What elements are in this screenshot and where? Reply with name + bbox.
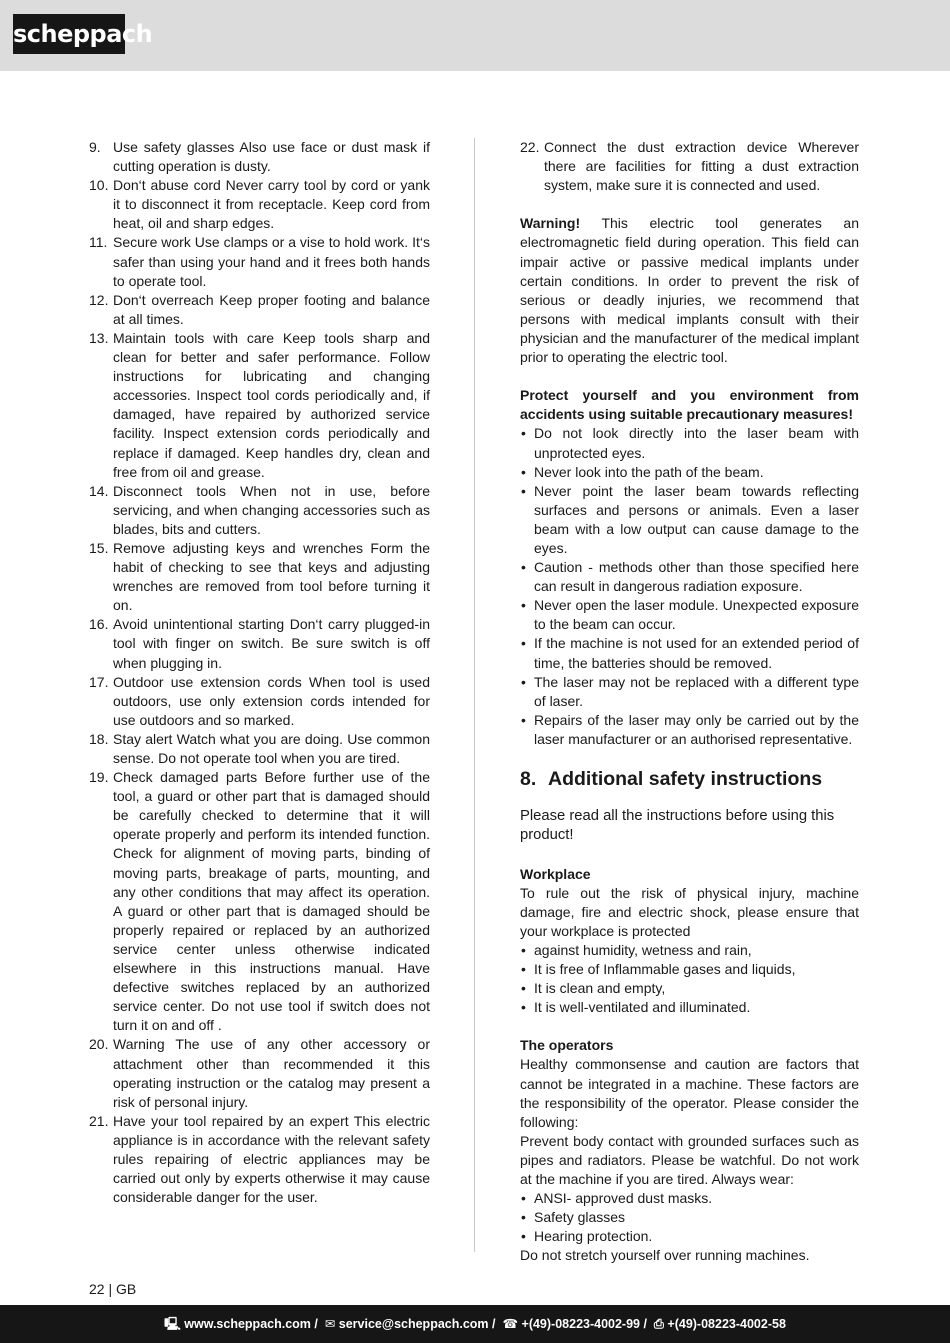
item-text: Secure work Use clamps or a vise to hold work. It‘s safer than using your hand and it frees both hands to operate tool.	[113, 234, 430, 289]
operators-heading: The operators	[520, 1037, 614, 1054]
fax-icon: ⎙	[653, 1317, 664, 1331]
item-text: Avoid unintentional starting Don‘t carry plugged-in tool with finger on switch. Be sure switch is off when plugging in.	[113, 616, 430, 671]
scheppach-logo: scheppach	[13, 14, 125, 54]
warning-text: This electric tool generates an electromagnetic field during operation. This field can impair active or passive medical implants under certain conditions. In order to prevent the risk of serious or deadly injuries, we recommend that persons with medical implants consult with their physician and the manufacturer of the medical implant prior to operating the electric tool.	[520, 215, 859, 366]
workplace-text: To rule out the risk of physical injury, machine damage, fire and electric shock, please ensure that your workplace is protected	[520, 884, 859, 939]
item-text: Stay alert Watch what you are doing. Use common sense. Do not operate tool when you are tired.	[113, 730, 430, 766]
phone-number: +(49)-08223-4002-99 /	[521, 1317, 647, 1331]
item-text: Outdoor use extension cords When tool is used outdoors, use only extension cords intended for use outdoors and so marked.	[113, 673, 430, 728]
section-number: 8.	[520, 768, 537, 790]
intro-text: Please read all the instructions before using this product!	[520, 808, 835, 844]
bullet-item: • If the machine is not used for an extended period of time, the batteries should be removed.	[520, 634, 859, 672]
section-heading	[520, 767, 859, 791]
item-text: Connect the dust extraction device Wherever there are facilities for fitting a dust extraction system, make sure it is connected and used.	[544, 139, 859, 194]
item-text: Don‘t overreach Keep proper footing and balance at all times.	[113, 291, 430, 327]
laser-bullet-list	[520, 424, 859, 749]
bullet-item: • Never look into the path of the beam.	[520, 463, 859, 482]
item-number: 14.	[89, 482, 109, 499]
left-column	[89, 138, 430, 1207]
protect-heading: Protect yourself and you environment from accidents using suitable precautionary measures!	[520, 387, 859, 423]
phone-icon: ☎︎	[502, 1317, 519, 1331]
workplace-heading: Workplace	[520, 865, 591, 882]
section-title: Additional safety instructions	[548, 768, 823, 790]
item-text: Have your tool repaired by an expert This electric appliance is in accordance with the relevant safety rules repairing of electric appliances may be carried out only by experts otherwise it may cause considerable danger for the user.	[113, 1112, 430, 1206]
item-text: Use safety glasses Also use face or dust mask if cutting operation is dusty.	[113, 139, 430, 175]
item-text: Maintain tools with care Keep tools sharp and clean for better and safer performance. Follow instructions for lubricating and changing accessories. Inspect tool cords periodically and, if damaged, have repaired by authorized service facility. Inspect extension cords periodically and replace if damaged. Keep handles dry, clean and free from oil and grease.	[113, 329, 430, 480]
operators-text: Prevent body contact with grounded surfaces such as pipes and radiators. Please be watchful. Do not work at the machine if you are tired. Always wear:	[520, 1132, 859, 1187]
mail-icon: ✉︎	[324, 1317, 336, 1331]
workplace-bullet-list	[520, 941, 859, 1017]
item-number: 10.	[89, 177, 109, 194]
bullet-item: • Hearing protection.	[520, 1227, 859, 1246]
item-number: 21.	[89, 1112, 109, 1129]
list-item	[89, 176, 430, 233]
item-number: 16.	[89, 616, 109, 633]
item-number: 12.	[89, 291, 109, 308]
list-item	[89, 482, 430, 539]
list-item	[89, 673, 430, 730]
safety-rules-list-continued	[520, 138, 859, 195]
list-item	[89, 1112, 430, 1207]
bullet-item: • The laser may not be replaced with a different type of laser.	[520, 673, 859, 711]
list-item	[520, 138, 859, 195]
right-column	[520, 138, 859, 1265]
list-item	[89, 233, 430, 290]
item-number: 17.	[89, 673, 109, 690]
item-text: Check damaged parts Before further use of the tool, a guard or other part that is damaged should be carefully checked to determine that it will operate properly and perform its intended function. Check for alignment of moving parts, binding of moving parts, breakage of parts, mounting, and any other conditions that may affect its operation. A guard or other part that is damaged should be properly repaired or replaced by an authorized service center unless otherwise indicated elsewhere in this instructions manual. Have defective switches replaced by an authorized service center. Do not use tool if switch does not turn it on and off .	[113, 769, 430, 1034]
item-text: Warning The use of any other accessory or attachment other than recommended it this operating instruction or the catalog may present a risk of personal injury.	[113, 1036, 430, 1110]
item-number: 20.	[89, 1036, 109, 1053]
bullet-item: • It is clean and empty,	[520, 979, 859, 998]
item-text: Remove adjusting keys and wrenches Form the habit of checking to see that keys and adjusting wrenches are removed from tool before turning it on.	[113, 539, 430, 614]
operators-text: Healthy commonsense and caution are factors that cannot be integrated in a machine. These factors are the responsibility of the operator. Please consider the following:	[520, 1056, 859, 1130]
bullet-item: • Never point the laser beam towards reflecting surfaces and persons or animals. Even a laser beam with a low output can cause damage to the eyes.	[520, 482, 859, 558]
list-item	[89, 539, 430, 615]
list-item	[89, 1035, 430, 1111]
list-item	[89, 768, 430, 1035]
item-number: 19.	[89, 769, 109, 786]
list-item	[89, 730, 430, 768]
bullet-item: • Caution - methods other than those specified here can result in dangerous radiation exposure.	[520, 558, 859, 596]
item-number: 18.	[89, 730, 109, 747]
header-band	[0, 0, 950, 71]
safety-rules-list	[89, 138, 430, 1207]
column-divider	[474, 138, 475, 1252]
list-item	[89, 291, 430, 329]
bullet-item: • It is free of Inflammable gases and liquids,	[520, 960, 859, 979]
item-text: Don‘t abuse cord Never carry tool by cord or yank it to disconnect it from receptacle. Keep cord from heat, oil and sharp edges.	[113, 177, 430, 232]
bullet-item: • against humidity, wetness and rain,	[520, 941, 859, 960]
item-number: 13.	[89, 329, 109, 346]
page-number: 22 | GB	[89, 1281, 137, 1297]
bullet-item: • Never open the laser module. Unexpected exposure to the beam can occur.	[520, 596, 859, 634]
bullet-item: • Repairs of the laser may only be carried out by the laser manufacturer or an authorised representative.	[520, 711, 859, 749]
item-number: 15.	[89, 539, 109, 556]
list-item	[89, 138, 430, 176]
list-item	[89, 329, 430, 482]
bullet-item: • Safety glasses	[520, 1208, 859, 1227]
warning-paragraph	[520, 214, 859, 367]
bullet-item: • Do not look directly into the laser beam with unprotected eyes.	[520, 424, 859, 462]
final-text: Do not stretch yourself over running machines.	[520, 1247, 810, 1264]
item-number: 22.	[520, 139, 540, 155]
computer-icon: 🖳︎	[164, 1317, 181, 1331]
email-link[interactable]: service@scheppach.com /	[338, 1317, 496, 1331]
item-text: Disconnect tools When not in use, before servicing, and when changing accessories such as blades, bits and cutters.	[113, 482, 430, 537]
item-number: 9.	[89, 139, 101, 155]
wear-bullet-list	[520, 1189, 859, 1246]
bullet-item: • It is well-ventilated and illuminated.	[520, 998, 859, 1017]
list-item	[89, 615, 430, 672]
bullet-item: • ANSI- approved dust masks.	[520, 1189, 859, 1208]
footer-band	[0, 1305, 950, 1343]
website-link[interactable]: www.scheppach.com /	[184, 1317, 318, 1331]
warning-label: Warning!	[520, 215, 581, 232]
fax-number: +(49)-08223-4002-58	[667, 1317, 786, 1331]
item-number: 11.	[89, 234, 108, 251]
